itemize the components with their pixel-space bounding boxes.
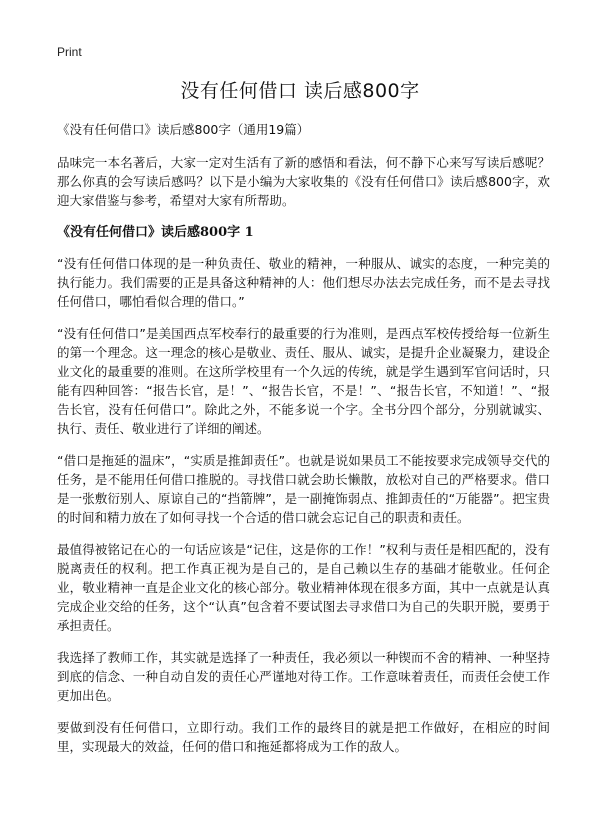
print-link[interactable]: Print [57,45,82,59]
paragraph-2: “没有任何借口”是美国西点军校奉行的最重要的行为准则，是西点军校传授给每一位新生的第一个理念。这一理念的核心是敬业、责任、服从、诚实，是提升企业凝聚力，建设企业文化的最重要的准则。在这所学校里有一个久远的传统，就是学生遇到军官问话时，只能有四种回答：“报告长官，是！”、“报告长官，不是！”、“报告长官，不知道！”、“报告长官，没有任何借口”。除此之外，不能多说一个字。全书分四个部分，分别就诚实、执行、责任、敬业进行了详细的阐述。 [57,326,550,436]
document-subtitle: 《没有任何借口》读后感800字（通用19篇） [57,122,310,137]
intro-paragraph: 品味完一本名著后，大家一定对生活有了新的感悟和看法，何不静下心来写写读后感呢？那么你真的会写读后感吗？以下是小编为大家收集的《没有任何借口》读后感800字，欢迎大家借鉴与参考，希望对大家有所帮助。 [57,155,550,208]
paragraph-4: 最值得被铭记在心的一句话应该是“记住，这是你的工作！”权利与责任是相匹配的，没有脱离责任的权利。把工作真正视为是自己的，是自己赖以生存的基础才能敬业。任何企业，敬业精神一直是企业文化的核心部分。敬业精神体现在很多方面，其中一点就是认真完成企业交给的任务，这个“认真”包含着不要试图去寻求借口为自己的失职开脱，要勇于承担责任。 [57,542,550,633]
page-title: 没有任何借口 读后感800字 [180,80,420,102]
paragraph-1: “没有任何借口体现的是一种负责任、敬业的精神，一种服从、诚实的态度，一种完美的执行能力。我们需要的正是具备这种精神的人：他们想尽办法去完成任务，而不是去寻找任何借口，哪怕看似合理的借口。” [57,256,550,309]
paragraph-3: “借口是拖延的温床”，“实质是推卸责任”。也就是说如果员工不能按要求完成领导交代的任务，是不能用任何借口推脱的。寻找借口就会助长懒散，放松对自己的严格要求。借口是一张敷衍别人、原谅自己的“挡箭牌”，是一副掩饰弱点、推卸责任的“万能器”。把宝贵的时间和精力放在了如何寻找一个合适的借口就会忘记自己的职责和责任。 [57,453,550,525]
paragraph-6: 要做到没有任何借口，立即行动。我们工作的最终目的就是把工作做好，在相应的时间里，实现最大的效益，任何的借口和拖延都将成为工作的敌人。 [57,720,550,754]
document-body [57,121,550,769]
paragraph-5: 我选择了教师工作，其实就是选择了一种责任，我必须以一种锲而不舍的精神、一种坚持到底的信念、一种自动自发的责任心严谨地对待工作。工作意味着责任，而责任会使工作更加出色。 [57,650,550,703]
section-heading: 《没有任何借口》读后感800字 1 [57,225,254,240]
